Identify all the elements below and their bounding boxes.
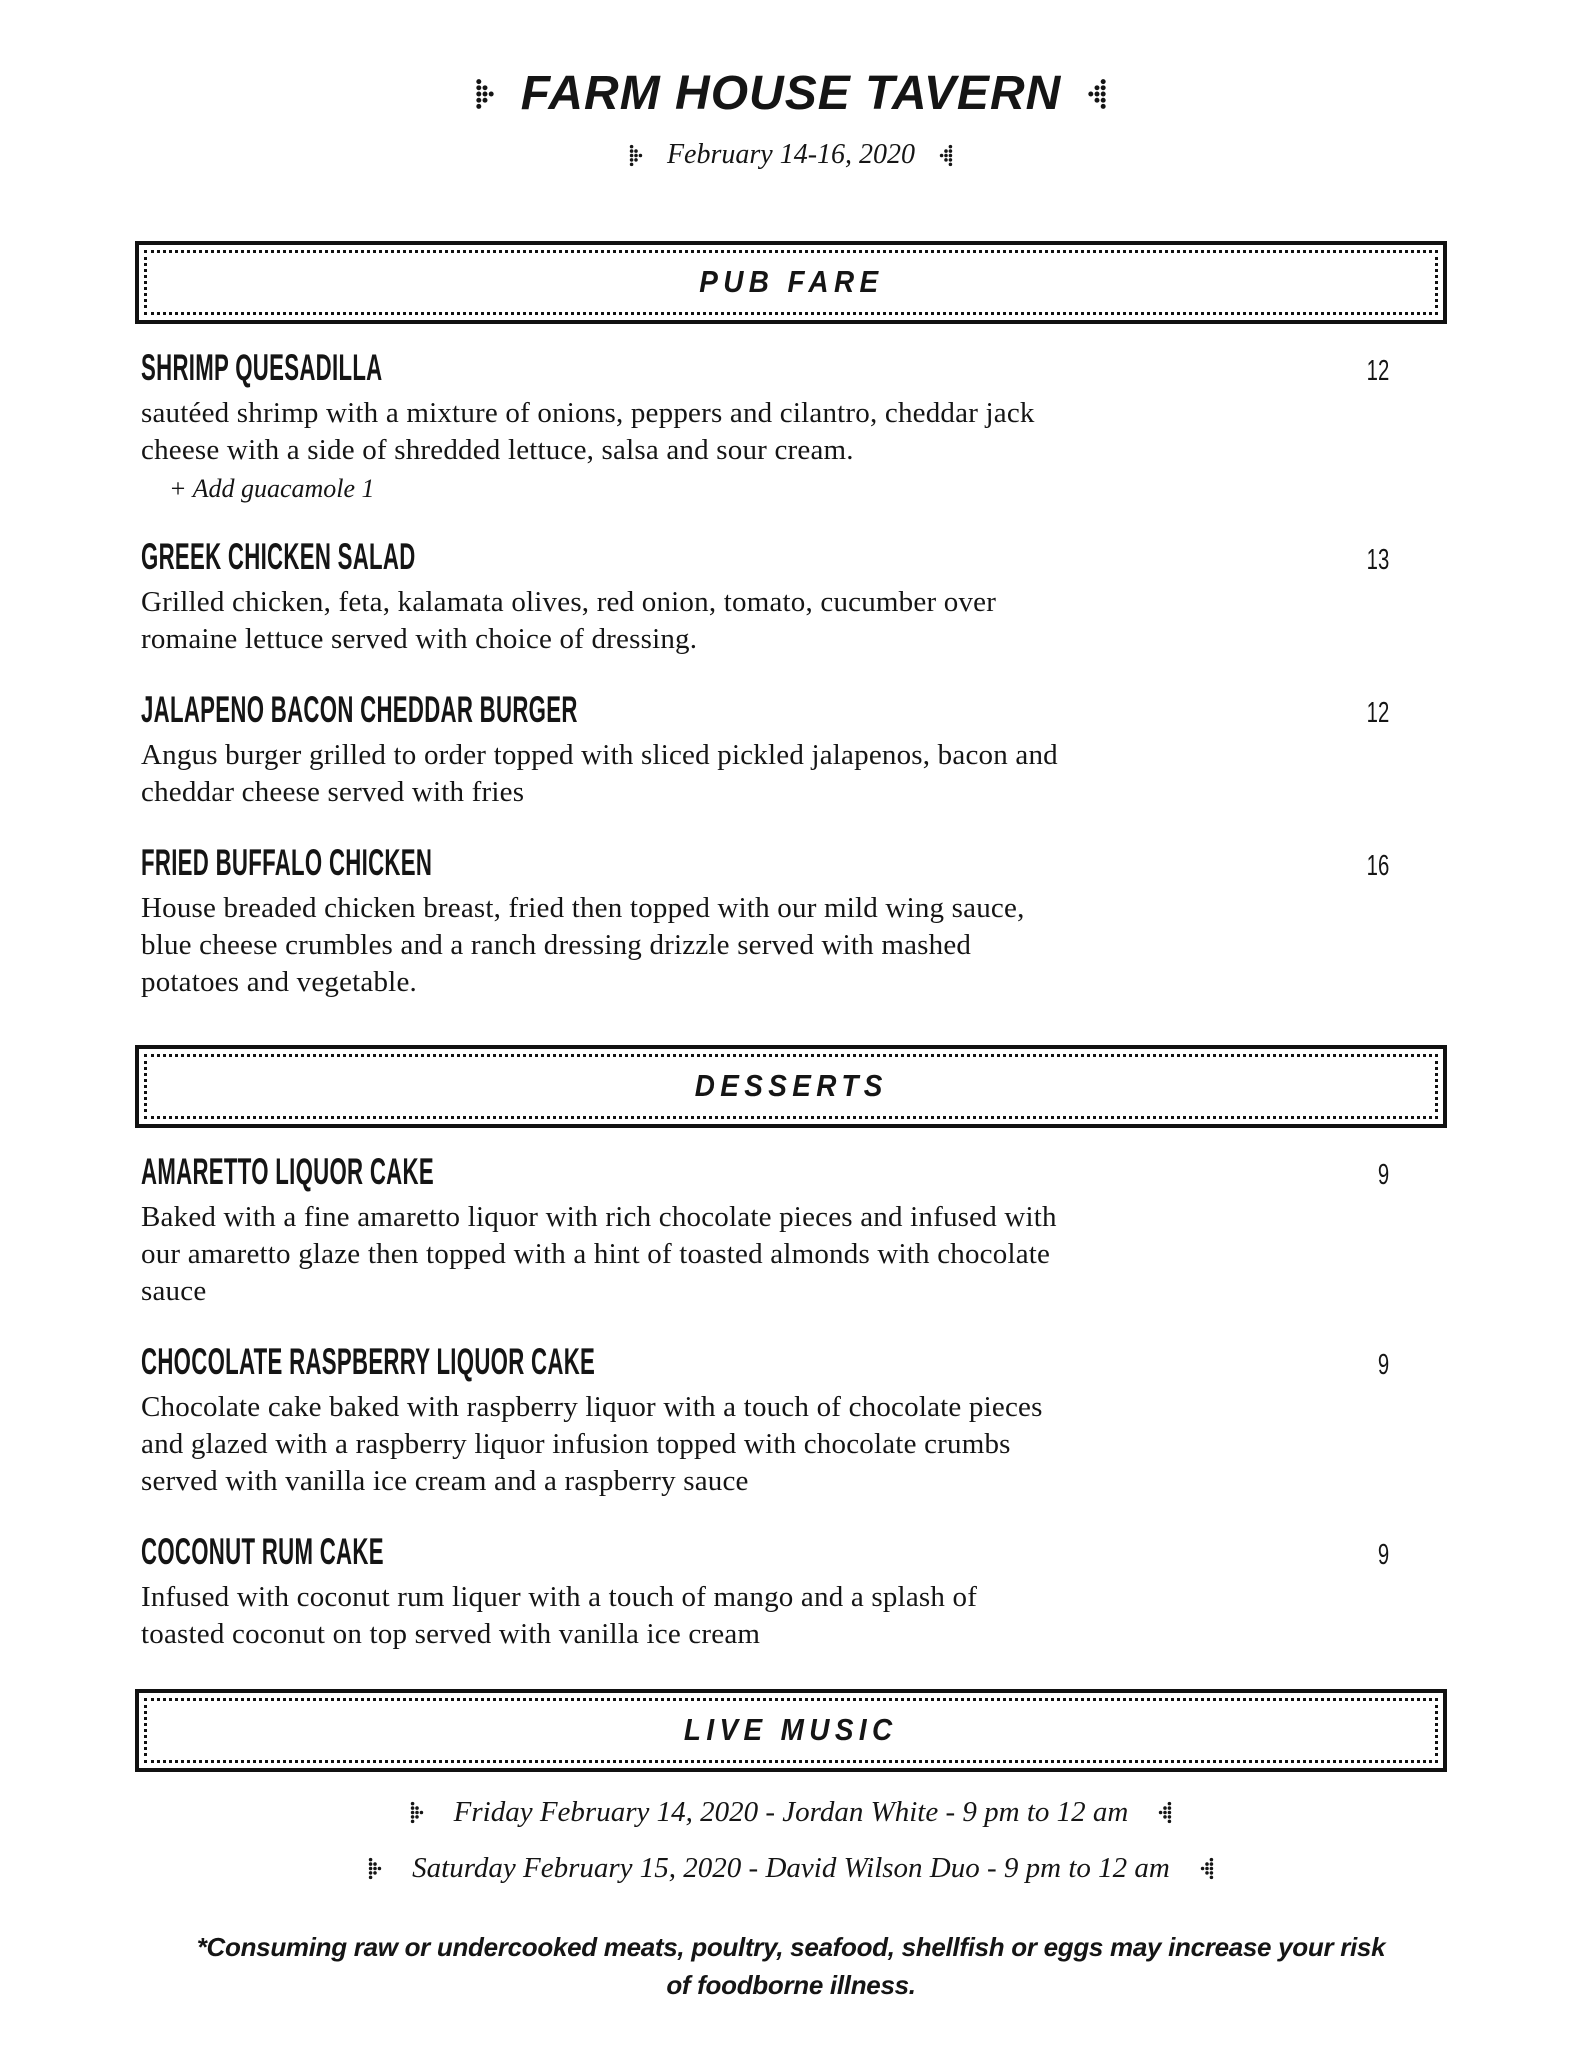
menu-item-greek-chicken-salad: [141, 537, 1441, 658]
item-description: House breaded chicken breast, fried then topped with our mild wing sauce, blue cheese crumbles and a ranch dressing drizzle served with mashed potatoes and vegetable.: [141, 892, 1025, 998]
item-name: AMARETTO LIQUOR CAKE: [141, 1151, 434, 1192]
live-music-event: [135, 1848, 1447, 1888]
section-header-pub-fare: [135, 241, 1447, 324]
item-head: [141, 690, 1441, 730]
item-name: COCONUT RUM CAKE: [141, 1531, 384, 1572]
item-description: sautéed shrimp with a mixture of onions, peppers and cilantro, cheddar jack cheese with a side of shredded lettuce, salsa and sour cream.: [141, 397, 1035, 466]
item-description: Angus burger grilled to order topped with sliced pickled jalapenos, bacon and cheddar cheese served with fries: [141, 739, 1058, 808]
restaurant-title: FARM HOUSE TAVERN: [520, 67, 1062, 120]
event-text: Saturday February 15, 2020 - David Wilson Duo - 9 pm to 12 am: [412, 1852, 1170, 1884]
dotted-arrow-icon: [475, 78, 495, 110]
item-description: Chocolate cake baked with raspberry liquor with a touch of chocolate pieces and glazed with a raspberry liquor infusion topped with chocolate crumbs served with vanilla ice cream and a raspberry sauce: [141, 1391, 1043, 1497]
item-price: 9: [1377, 1349, 1389, 1381]
item-addon: + Add guacamole 1: [169, 474, 375, 503]
menu-item-shrimp-quesadilla: [141, 348, 1441, 505]
item-head: [141, 537, 1441, 577]
item-description: Grilled chicken, feta, kalamata olives, red onion, tomato, cucumber over romaine lettuce served with choice of dressing.: [141, 586, 997, 655]
menu-item-chocolate-raspberry-liquor-cake: [141, 1342, 1441, 1500]
item-name: JALAPENO BACON CHEDDAR BURGER: [141, 689, 578, 730]
menu-content: [135, 241, 1447, 1888]
dotted-arrow-icon: [1200, 1857, 1214, 1880]
section-label: PUB FARE: [698, 264, 884, 299]
menu-date: February 14-16, 2020: [666, 139, 916, 170]
menu-item-fried-buffalo-chicken: [141, 843, 1441, 1001]
section-header-live-music: [135, 1689, 1447, 1772]
menu-date-row: [0, 139, 1582, 171]
dotted-arrow-icon: [629, 144, 643, 167]
item-description: Infused with coconut rum liquer with a touch of mango and a splash of toasted coconut on top served with vanilla ice cream: [141, 1581, 978, 1650]
item-price: 13: [1366, 544, 1389, 576]
disclaimer-text: *Consuming raw or undercooked meats, poultry, seafood, shellfish or eggs may increase your risk of foodborne illness.: [196, 1932, 1386, 2000]
item-head: [141, 843, 1441, 883]
dotted-arrow-icon: [1158, 1801, 1172, 1824]
dotted-arrow-icon: [939, 144, 953, 167]
item-name: GREEK CHICKEN SALAD: [141, 536, 416, 577]
item-price: 9: [1377, 1159, 1389, 1191]
item-price: 12: [1366, 697, 1389, 729]
section-header-inner: [144, 250, 1438, 315]
item-description: Baked with a fine amaretto liquor with rich chocolate pieces and infused with our amaretto glaze then topped with a hint of toasted almonds with chocolate sauce: [141, 1201, 1057, 1307]
item-price: 16: [1366, 850, 1389, 882]
item-price: 9: [1377, 1539, 1389, 1571]
dotted-arrow-icon: [410, 1801, 424, 1824]
event-text: Friday February 14, 2020 - Jordan White - 9 pm to 12 am: [453, 1796, 1129, 1828]
item-head: [141, 348, 1441, 388]
menu-item-jalapeno-bacon-cheddar-burger: [141, 690, 1441, 811]
item-head: [141, 1152, 1441, 1192]
section-label: LIVE MUSIC: [684, 1712, 898, 1747]
section-header-desserts: [135, 1045, 1447, 1128]
dotted-arrow-icon: [368, 1857, 382, 1880]
section-header-inner: [144, 1054, 1438, 1119]
item-head: [141, 1342, 1441, 1382]
item-price: 12: [1366, 355, 1389, 387]
menu-item-coconut-rum-cake: [141, 1532, 1441, 1653]
menu-header: [0, 66, 1582, 121]
item-name: CHOCOLATE RASPBERRY LIQUOR CAKE: [141, 1341, 596, 1382]
item-name: FRIED BUFFALO CHICKEN: [141, 842, 433, 883]
item-head: [141, 1532, 1441, 1572]
section-header-inner: [144, 1698, 1438, 1763]
item-name: SHRIMP QUESADILLA: [141, 347, 383, 388]
live-music-event: [135, 1792, 1447, 1832]
dotted-arrow-icon: [1087, 78, 1107, 110]
menu-item-amaretto-liquor-cake: [141, 1152, 1441, 1310]
section-label: DESSERTS: [694, 1068, 888, 1103]
